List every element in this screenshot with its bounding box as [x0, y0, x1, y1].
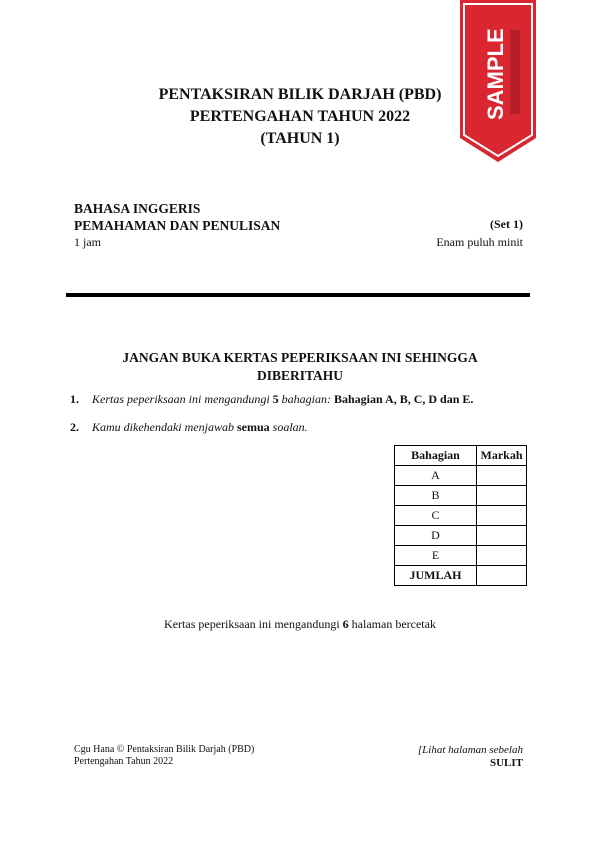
next-page-note: [Lihat halaman sebelah — [417, 744, 523, 756]
item-text-bold: 5 — [272, 392, 279, 406]
table-row — [395, 526, 527, 546]
footer-left-line-2: Pertengahan Tahun 2022 — [74, 756, 174, 767]
section-cell: A — [395, 466, 477, 486]
section-cell: D — [395, 526, 477, 546]
total-cell[interactable] — [477, 566, 527, 586]
divider-rule — [66, 293, 530, 297]
item-number: 2. — [70, 420, 79, 434]
pages-count: 6 — [342, 617, 349, 631]
footer-left-line-1: Cgu Hana © Pentaksiran Bilik Darjah (PBD) — [74, 744, 255, 755]
paper-name: PEMAHAMAN DAN PENULISAN — [74, 218, 281, 233]
item-text-bold: semua — [236, 420, 270, 434]
section-cell: E — [395, 546, 477, 566]
marks-cell[interactable] — [477, 546, 527, 566]
header-line-2: PERTENGAHAN TAHUN 2022 — [189, 108, 411, 125]
header-line-3: (TAHUN 1) — [260, 130, 340, 147]
duration: 1 jam — [74, 235, 101, 249]
pages-note — [0, 617, 600, 632]
pages-note-text: Kertas peperiksaan ini mengandungi — [164, 617, 343, 631]
item-text: Kertas peperiksaan ini mengandungi — [92, 392, 273, 406]
marks-cell[interactable] — [477, 486, 527, 506]
duration-words: Enam puluh minit — [436, 235, 523, 249]
header-line-1: PENTAKSIRAN BILIK DARJAH (PBD) — [158, 86, 442, 103]
total-label: JUMLAH — [395, 566, 477, 586]
table-row — [395, 466, 527, 486]
item-text: soalan. — [269, 420, 308, 434]
pages-note-text: halaman bercetak — [348, 617, 436, 631]
sulit-label: SULIT — [489, 757, 523, 769]
table-row — [395, 486, 527, 506]
item-text: bahagian: — [278, 392, 334, 406]
footer-right — [418, 744, 523, 770]
marks-cell[interactable] — [477, 466, 527, 486]
header-markah: Markah — [477, 446, 527, 466]
instruction-item-1 — [70, 391, 530, 407]
table-header-row — [395, 446, 527, 466]
item-text-bold: Bahagian A, B, C, D dan E. — [334, 392, 474, 406]
item-text: Kamu dikehendaki menjawab — [92, 420, 237, 434]
instruction-heading-2: DIBERITAHU — [256, 368, 344, 383]
table-row — [395, 546, 527, 566]
table-row — [395, 506, 527, 526]
section-cell: C — [395, 506, 477, 526]
subject-name: BAHASA INGGERIS — [74, 201, 201, 216]
marks-cell[interactable] — [477, 526, 527, 546]
header-bahagian: Bahagian — [395, 446, 477, 466]
footer-left — [74, 744, 254, 768]
section-cell: B — [395, 486, 477, 506]
sample-stamp-label: SAMPLE — [483, 28, 508, 120]
set-label: (Set 1) — [490, 217, 523, 231]
instruction-heading-1: JANGAN BUKA KERTAS PEPERIKSAAN INI SEHINGGA — [122, 350, 478, 365]
total-row — [395, 566, 527, 586]
instruction-item-2 — [70, 419, 530, 435]
item-number: 1. — [70, 392, 79, 406]
marks-table — [394, 445, 527, 586]
marks-cell[interactable] — [477, 506, 527, 526]
